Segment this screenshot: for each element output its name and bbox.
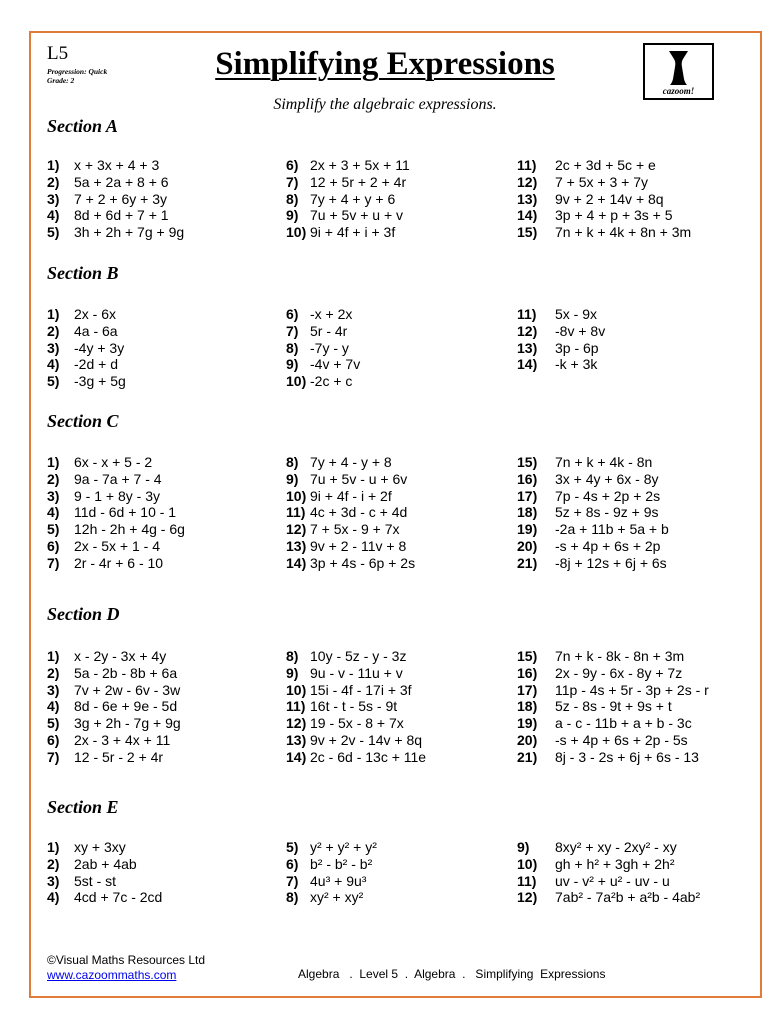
question-item: [286, 538, 415, 555]
section-title: Section B: [47, 263, 119, 283]
question-expression: -k + 3k: [555, 356, 598, 373]
question-item: [47, 839, 162, 856]
question-number: 10): [286, 373, 307, 390]
question-number: 14): [286, 554, 307, 571]
question-expression: 3h + 2h + 7g + 9g: [74, 224, 185, 241]
question-expression: 3g + 2h - 7g + 9g: [74, 715, 181, 732]
question-expression: 7y + 4 - y + 8: [310, 454, 392, 470]
question-expression: 7 + 5x + 3 + 7y: [555, 173, 649, 190]
question-number: 15): [517, 454, 538, 470]
question-item: [47, 873, 162, 890]
question-expression: 7 + 2 + 6y + 3y: [74, 190, 168, 207]
question-expression: 12 - 5r - 2 + 4r: [74, 748, 164, 765]
question-number: 6): [286, 855, 299, 872]
question-item: [517, 224, 691, 241]
question-item: [286, 306, 360, 323]
question-number: 14): [517, 356, 538, 373]
question-item: [286, 340, 360, 357]
question-expression: -4v + 7v: [310, 356, 361, 373]
question-expression: -2a + 11b + 5a + b: [555, 521, 669, 538]
question-expression: 3p - 6p: [555, 339, 599, 356]
question-number: 1): [47, 157, 60, 173]
question-item: [517, 323, 605, 340]
question-number: 13): [286, 537, 307, 554]
question-number: 4): [47, 207, 60, 224]
question-expression: 10y - 5z - y - 3z: [310, 648, 407, 664]
question-item: [286, 839, 377, 856]
question-item: [286, 191, 410, 208]
question-expression: 12h - 2h + 4g - 6g: [74, 521, 185, 538]
question-item: [47, 665, 181, 682]
question-number: 8): [286, 889, 299, 906]
question-expression: 7p - 4s + 2p + 2s: [555, 487, 661, 504]
website-link[interactable]: www.cazoommaths.com: [47, 968, 177, 982]
question-item: [517, 504, 669, 521]
question-expression: -s + 4p + 6s + 2p - 5s: [555, 731, 688, 748]
question-item: [286, 174, 410, 191]
question-number: 15): [517, 648, 538, 664]
question-item: [47, 191, 184, 208]
question-item: [286, 157, 410, 174]
question-number: 10): [286, 224, 307, 241]
question-expression: 2x - 5x + 1 - 4: [74, 537, 160, 554]
question-expression: -2d + d: [74, 356, 118, 373]
question-expression: -7y - y: [310, 339, 349, 356]
question-number: 17): [517, 681, 538, 698]
question-expression: 2x - 9y - 6x - 8y + 7z: [555, 664, 683, 681]
question-column: [517, 306, 605, 373]
question-item: [47, 471, 185, 488]
question-item: [517, 454, 669, 471]
question-item: [47, 555, 185, 572]
question-item: [517, 856, 700, 873]
question-item: [517, 648, 709, 665]
question-column: [47, 454, 185, 572]
question-number: 11): [286, 504, 306, 521]
question-number: 7): [286, 322, 299, 339]
question-expression: 4cd + 7c - 2cd: [74, 889, 163, 906]
question-expression: -8j + 12s + 6j + 6s: [555, 554, 667, 571]
question-expression: -s + 4p + 6s + 2p: [555, 537, 661, 554]
question-expression: 9 - 1 + 8y - 3y: [74, 487, 160, 504]
question-expression: 9a - 7a + 7 - 4: [74, 470, 162, 487]
question-item: [47, 521, 185, 538]
question-number: 10): [286, 681, 307, 698]
question-expression: 7n + k + 4k + 8n + 3m: [555, 224, 692, 241]
question-number: 6): [286, 306, 299, 322]
question-number: 1): [47, 839, 60, 855]
question-number: 9): [286, 664, 299, 681]
question-expression: 8d + 6d + 7 + 1: [74, 207, 169, 224]
question-expression: uv - v² + u² - uv - u: [555, 872, 670, 889]
question-item: [286, 698, 426, 715]
question-item: [286, 521, 415, 538]
question-number: 12): [517, 889, 538, 906]
question-expression: 4c + 3d - c + 4d: [310, 504, 408, 521]
question-column: [517, 648, 709, 766]
question-item: [286, 889, 377, 906]
question-item: [517, 207, 691, 224]
question-item: [47, 323, 126, 340]
question-expression: 9v + 2 - 11v + 8: [310, 537, 407, 554]
progression-label: Progression: Quick: [47, 67, 108, 76]
question-number: 5): [47, 521, 60, 538]
question-column: [286, 157, 410, 241]
question-expression: b² - b² - b²: [310, 855, 373, 872]
level-label: L5: [47, 43, 69, 64]
question-number: 2): [47, 855, 60, 872]
question-expression: y² + y² + y²: [310, 839, 377, 855]
question-item: [517, 873, 700, 890]
question-item: [286, 504, 415, 521]
question-expression: 7n + k - 8k - 8n + 3m: [555, 648, 685, 664]
question-number: 20): [517, 537, 538, 554]
question-item: [47, 715, 181, 732]
cazoom-logo: [643, 43, 714, 100]
question-expression: 2x + 3 + 5x + 11: [310, 157, 410, 173]
question-expression: -3g + 5g: [74, 373, 126, 390]
question-number: 11): [517, 157, 537, 173]
question-number: 1): [47, 648, 60, 664]
question-item: [517, 682, 709, 699]
question-expression: 9v + 2 + 14v + 8q: [555, 190, 664, 207]
question-number: 7): [47, 748, 60, 765]
question-column: [517, 157, 691, 241]
question-number: 8): [286, 339, 299, 356]
question-number: 4): [47, 504, 60, 521]
question-number: 11): [517, 872, 537, 889]
question-number: 18): [517, 698, 538, 715]
question-number: 13): [286, 731, 307, 748]
question-item: [47, 504, 185, 521]
question-expression: -x + 2x: [310, 306, 353, 322]
page-title: Simplifying Expressions: [215, 46, 555, 82]
question-item: [517, 471, 669, 488]
question-expression: 8d - 6e + 9e - 5d: [74, 698, 178, 715]
question-item: [47, 356, 126, 373]
question-expression: 8xy² + xy - 2xy² - xy: [555, 839, 677, 855]
question-expression: 16t - t - 5s - 9t: [310, 698, 398, 715]
question-item: [47, 488, 185, 505]
grade-label: Grade: 2: [47, 76, 75, 85]
question-number: 6): [47, 537, 60, 554]
question-expression: 3p + 4s - 6p + 2s: [310, 554, 416, 571]
question-item: [517, 340, 605, 357]
question-item: [517, 732, 709, 749]
question-item: [517, 555, 669, 572]
question-item: [286, 471, 415, 488]
question-expression: 2c + 3d + 5c + e: [555, 157, 656, 173]
question-number: 5): [47, 373, 60, 390]
question-number: 18): [517, 504, 538, 521]
question-item: [47, 889, 162, 906]
question-number: 3): [47, 681, 60, 698]
question-expression: -8v + 8v: [555, 322, 606, 339]
question-expression: a - c - 11b + a + b - 3c: [555, 715, 692, 732]
question-number: 10): [286, 487, 307, 504]
question-number: 21): [517, 748, 538, 765]
question-number: 15): [517, 224, 538, 241]
question-expression: xy² + xy²: [310, 889, 364, 906]
question-number: 6): [286, 157, 299, 173]
question-expression: 7ab² - 7a²b + a²b - 4ab²: [555, 889, 701, 906]
question-item: [517, 749, 709, 766]
logo-text: cazoom!: [662, 86, 695, 96]
question-expression: 9i + 4f - i + 2f: [310, 487, 392, 504]
question-item: [286, 454, 415, 471]
question-expression: x + 3x + 4 + 3: [74, 157, 160, 173]
question-item: [47, 749, 181, 766]
question-number: 3): [47, 487, 60, 504]
question-item: [47, 732, 181, 749]
question-item: [517, 306, 605, 323]
question-expression: 8j - 3 - 2s + 6j + 6s - 13: [555, 748, 699, 765]
question-number: 2): [47, 173, 60, 190]
question-item: [286, 856, 377, 873]
question-expression: 7u + 5v - u + 6v: [310, 470, 408, 487]
question-item: [517, 715, 709, 732]
question-number: 11): [286, 698, 306, 715]
question-item: [47, 538, 185, 555]
question-item: [286, 682, 426, 699]
question-item: [517, 488, 669, 505]
question-number: 2): [47, 470, 60, 487]
question-expression: 9v + 2v - 14v + 8q: [310, 731, 423, 748]
question-expression: 7n + k + 4k - 8n: [555, 454, 653, 470]
question-number: 4): [47, 356, 60, 373]
question-item: [47, 306, 126, 323]
question-item: [517, 538, 669, 555]
instructions: Simplify the algebraic expressions.: [273, 96, 497, 113]
question-item: [517, 521, 669, 538]
question-number: 20): [517, 731, 538, 748]
question-number: 5): [286, 839, 299, 855]
question-expression: 7u + 5v + u + v: [310, 207, 404, 224]
question-expression: 7y + 4 + y + 6: [310, 190, 396, 207]
question-number: 7): [47, 554, 60, 571]
question-item: [286, 665, 426, 682]
question-number: 8): [286, 454, 299, 470]
question-number: 8): [286, 648, 299, 664]
question-expression: 19 - 5x - 8 + 7x: [310, 715, 404, 732]
section-title: Section E: [47, 797, 119, 817]
question-item: [517, 157, 691, 174]
question-expression: 2x - 3 + 4x + 11: [74, 731, 171, 748]
question-expression: 2x - 6x: [74, 306, 117, 322]
question-item: [517, 356, 605, 373]
question-expression: 5z + 8s - 9z + 9s: [555, 504, 659, 521]
question-expression: 4u³ + 9u³: [310, 872, 367, 889]
question-expression: 3x + 4y + 6x - 8y: [555, 470, 659, 487]
section-title: Section D: [47, 604, 120, 624]
question-number: 5): [47, 715, 60, 732]
question-item: [47, 698, 181, 715]
question-number: 9): [517, 839, 530, 855]
question-expression: 2c - 6d - 13c + 11e: [310, 748, 427, 765]
question-number: 2): [47, 664, 60, 681]
question-item: [47, 648, 181, 665]
question-column: [47, 306, 126, 390]
question-column: [517, 454, 669, 572]
question-expression: 11p - 4s + 5r - 3p + 2s - r: [555, 681, 709, 698]
footer-credits: [47, 953, 205, 983]
question-expression: 5r - 4r: [310, 322, 348, 339]
question-column: [286, 306, 360, 390]
question-item: [286, 555, 415, 572]
question-expression: 2r - 4r + 6 - 10: [74, 554, 164, 571]
question-number: 9): [286, 207, 299, 224]
question-number: 3): [47, 339, 60, 356]
question-column: [286, 648, 426, 766]
question-item: [517, 839, 700, 856]
question-number: 3): [47, 872, 60, 889]
question-number: 6): [47, 731, 60, 748]
question-number: 8): [286, 190, 299, 207]
question-column: [286, 454, 415, 572]
question-item: [47, 682, 181, 699]
question-item: [286, 732, 426, 749]
question-number: 19): [517, 715, 538, 732]
question-column: [47, 157, 184, 241]
question-item: [47, 454, 185, 471]
question-item: [286, 873, 377, 890]
question-column: [517, 839, 700, 906]
question-item: [517, 698, 709, 715]
question-item: [517, 174, 691, 191]
question-item: [47, 340, 126, 357]
question-number: 7): [286, 173, 299, 190]
question-number: 5): [47, 224, 60, 241]
question-number: 9): [286, 356, 299, 373]
question-expression: x - 2y - 3x + 4y: [74, 648, 167, 664]
question-expression: -2c + c: [310, 373, 353, 390]
question-expression: xy + 3xy: [74, 839, 126, 855]
question-expression: 9u - v - 11u + v: [310, 664, 403, 681]
question-number: 17): [517, 487, 538, 504]
question-number: 1): [47, 454, 60, 470]
question-column: [47, 648, 181, 766]
question-number: 21): [517, 554, 538, 571]
question-number: 12): [286, 715, 307, 732]
question-expression: 6x - x + 5 - 2: [74, 454, 153, 470]
question-number: 1): [47, 306, 60, 322]
question-expression: 5st - st: [74, 872, 117, 889]
question-number: 13): [517, 339, 538, 356]
question-item: [286, 648, 426, 665]
question-item: [286, 224, 410, 241]
question-number: 4): [47, 889, 60, 906]
question-number: 14): [286, 748, 307, 765]
question-item: [286, 356, 360, 373]
question-expression: 15i - 4f - 17i + 3f: [310, 681, 412, 698]
question-item: [286, 488, 415, 505]
question-expression: 4a - 6a: [74, 322, 118, 339]
question-number: 12): [517, 173, 538, 190]
question-number: 7): [286, 872, 299, 889]
question-expression: 11d - 6d + 10 - 1: [74, 504, 177, 521]
question-expression: 3p + 4 + p + 3s + 5: [555, 207, 673, 224]
question-number: 4): [47, 698, 60, 715]
question-item: [47, 174, 184, 191]
question-expression: 7 + 5x - 9 + 7x: [310, 521, 400, 538]
question-expression: 7v + 2w - 6v - 3w: [74, 681, 181, 698]
section-title: Section C: [47, 411, 119, 431]
question-item: [286, 373, 360, 390]
question-expression: 12 + 5r + 2 + 4r: [310, 173, 407, 190]
section-title: Section A: [47, 116, 118, 136]
question-number: 19): [517, 521, 538, 538]
question-item: [286, 323, 360, 340]
question-number: 2): [47, 322, 60, 339]
question-item: [47, 373, 126, 390]
question-expression: 5z - 8s - 9t + 9s + t: [555, 698, 672, 715]
question-number: 11): [517, 306, 537, 322]
question-number: 9): [286, 470, 299, 487]
question-item: [286, 207, 410, 224]
question-number: 16): [517, 470, 538, 487]
question-number: 3): [47, 190, 60, 207]
copyright-text: ©Visual Maths Resources Ltd: [47, 953, 206, 967]
question-expression: 5a + 2a + 8 + 6: [74, 173, 169, 190]
question-number: 10): [517, 855, 538, 872]
question-expression: -4y + 3y: [74, 339, 125, 356]
question-column: [286, 839, 377, 906]
question-number: 12): [286, 521, 307, 538]
question-item: [517, 191, 691, 208]
question-column: [47, 839, 162, 906]
footer-breadcrumb: Algebra . Level 5 . Algebra . Simplifying Expressions: [298, 967, 606, 981]
question-expression: gh + h² + 3gh + 2h²: [555, 855, 675, 872]
question-expression: 5x - 9x: [555, 306, 598, 322]
question-number: 14): [517, 207, 538, 224]
question-item: [517, 665, 709, 682]
question-number: 13): [517, 190, 538, 207]
question-item: [286, 715, 426, 732]
question-item: [47, 224, 184, 241]
question-item: [517, 889, 700, 906]
question-number: 12): [517, 322, 538, 339]
question-number: 16): [517, 664, 538, 681]
question-expression: 5a - 2b - 8b + 6a: [74, 664, 178, 681]
question-item: [286, 749, 426, 766]
question-item: [47, 856, 162, 873]
question-item: [47, 157, 184, 174]
question-expression: 9i + 4f + i + 3f: [310, 224, 396, 241]
question-expression: 2ab + 4ab: [74, 855, 137, 872]
question-item: [47, 207, 184, 224]
